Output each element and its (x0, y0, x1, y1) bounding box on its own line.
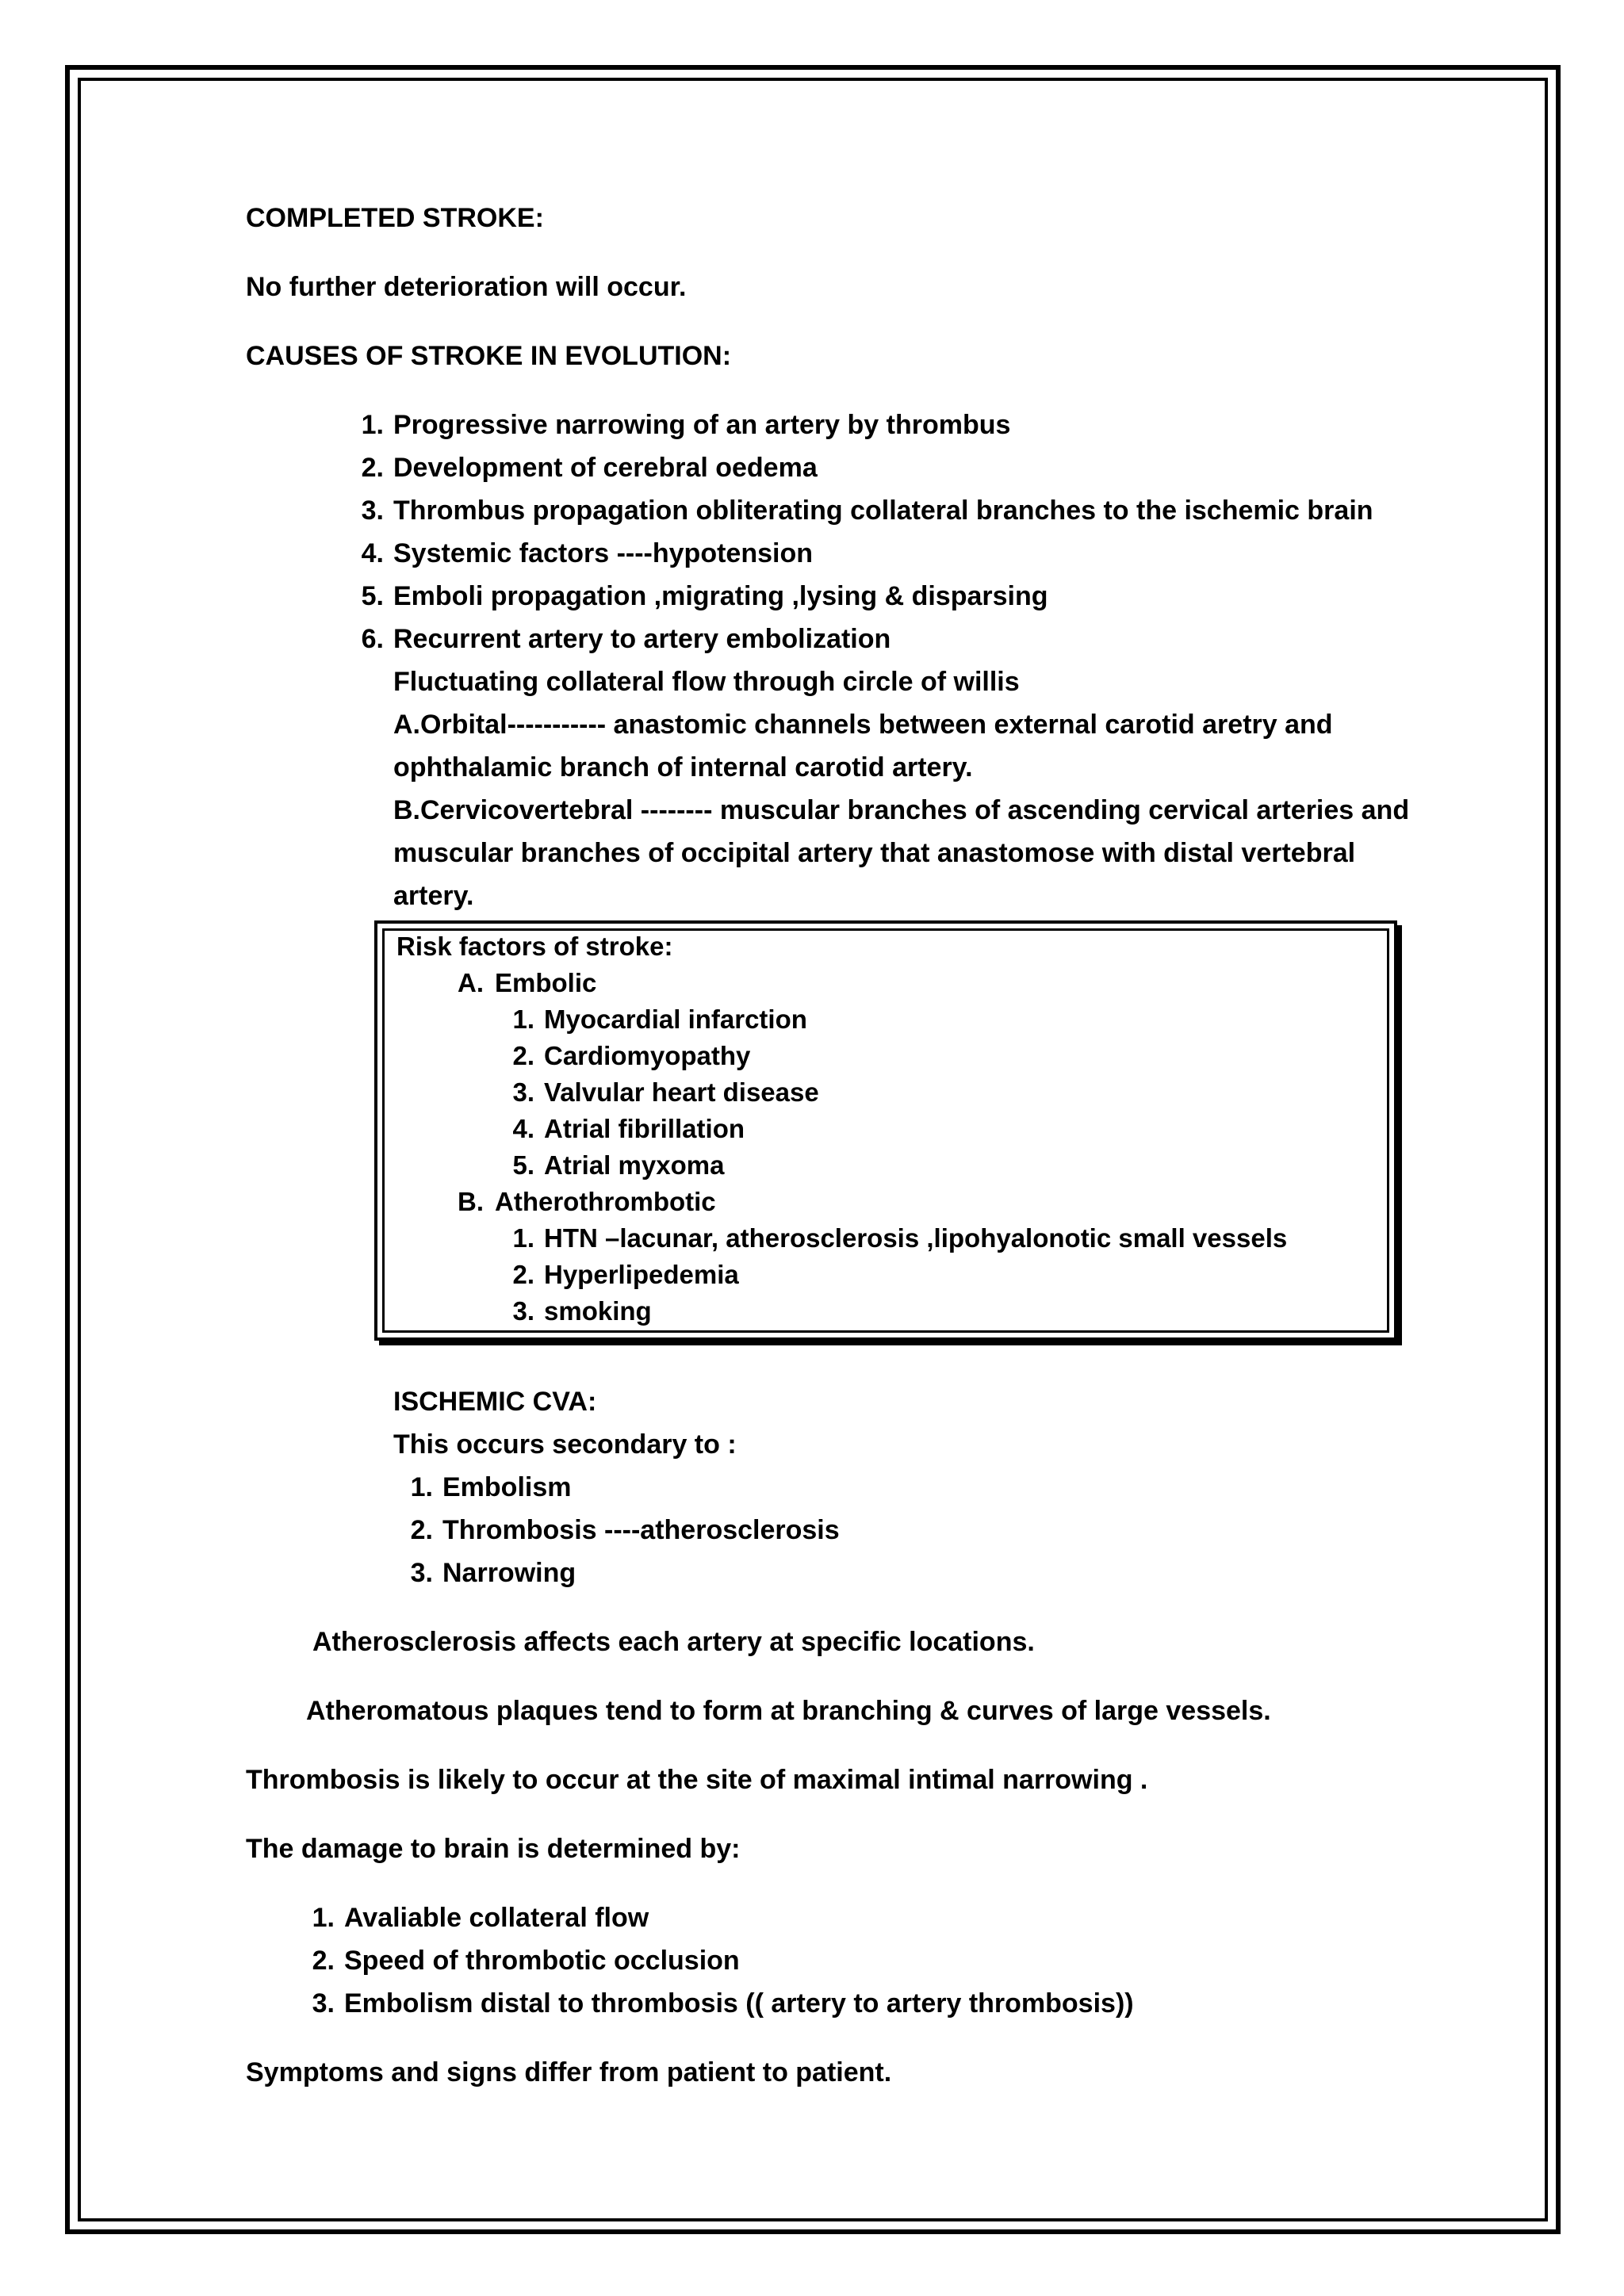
orbital-line: A.Orbital----------- anastomic channels between external carotid aretry and (393, 710, 1333, 740)
causes-heading: CAUSES OF STROKE IN EVOLUTION: (246, 341, 732, 371)
ischemic-list (410, 1466, 1435, 1594)
list-item: 1. Avaliable collateral flow (312, 1903, 649, 1933)
list-item: 3. Embolism distal to thrombosis (( artery to artery thrombosis)) (312, 1988, 1134, 2019)
list-item: 1. Progressive narrowing of an artery by thrombus (361, 410, 1011, 440)
list-item: 1. Embolism (410, 1472, 572, 1502)
list-item: 2. Thrombosis ----atherosclerosis (410, 1515, 840, 1545)
damage-list (312, 1896, 1435, 2025)
list-item: 2. Cardiomyopathy (512, 1041, 751, 1070)
list-item: 3. Thrombus propagation obliterating collateral branches to the ischemic brain (361, 496, 1373, 526)
list-item: 3. Valvular heart disease (512, 1077, 819, 1107)
list-item: 3. smoking (512, 1296, 652, 1326)
risk-category-embolic: A. Embolic (458, 968, 597, 997)
list-item: 1. HTN –lacunar, atherosclerosis ,lipohyalonotic small vessels (512, 1223, 1288, 1253)
list-item: 1. Myocardial infarction (512, 1004, 807, 1034)
ischemic-intro: This occurs secondary to : (393, 1429, 737, 1460)
list-item: 5. Atrial myxoma (512, 1150, 725, 1180)
completed-stroke-text: No further deterioration will occur. (246, 272, 687, 302)
document-body (246, 197, 1435, 2094)
cervico-line-cont: muscular branches of occipital artery that anastomose with distal vertebral (393, 838, 1356, 868)
thrombosis-text: Thrombosis is likely to occur at the site of maximal intimal narrowing . (246, 1765, 1148, 1795)
risk-factors-title: Risk factors of stroke: (396, 932, 673, 961)
list-item: 5. Emboli propagation ,migrating ,lysing & disparsing (361, 581, 1048, 611)
completed-stroke-heading: COMPLETED STROKE: (246, 203, 544, 233)
list-item: 6. Recurrent artery to artery embolization (361, 624, 891, 654)
risk-factors-box (374, 920, 1397, 1341)
damage-heading: The damage to brain is determined by: (246, 1834, 741, 1864)
list-item: 2. Development of cerebral oedema (361, 453, 818, 483)
list-item: 4. Systemic factors ----hypotension (361, 538, 813, 568)
fluctuating-line: Fluctuating collateral flow through circle of willis (393, 667, 1020, 697)
orbital-line-cont: ophthalamic branch of internal carotid artery. (393, 752, 973, 783)
list-item: 3. Narrowing (410, 1558, 576, 1588)
causes-list (361, 404, 1435, 660)
atherosclerosis-text: Atherosclerosis affects each artery at specific locations. (312, 1627, 1035, 1657)
cervico-line: B.Cervicovertebral -------- muscular branches of ascending cervical arteries and (393, 795, 1410, 825)
list-item: 4. Atrial fibrillation (512, 1114, 745, 1143)
risk-category-atherothrombotic: B. Atherothrombotic (458, 1187, 716, 1216)
list-item: 2. Hyperlipedemia (512, 1260, 739, 1289)
symptoms-text: Symptoms and signs differ from patient to patient. (246, 2057, 892, 2087)
ischemic-heading: ISCHEMIC CVA: (393, 1387, 597, 1417)
cervico-line-end: artery. (393, 881, 474, 911)
list-item: 2. Speed of thrombotic occlusion (312, 1946, 740, 1976)
plaques-text: Atheromatous plaques tend to form at branching & curves of large vessels. (306, 1696, 1271, 1726)
